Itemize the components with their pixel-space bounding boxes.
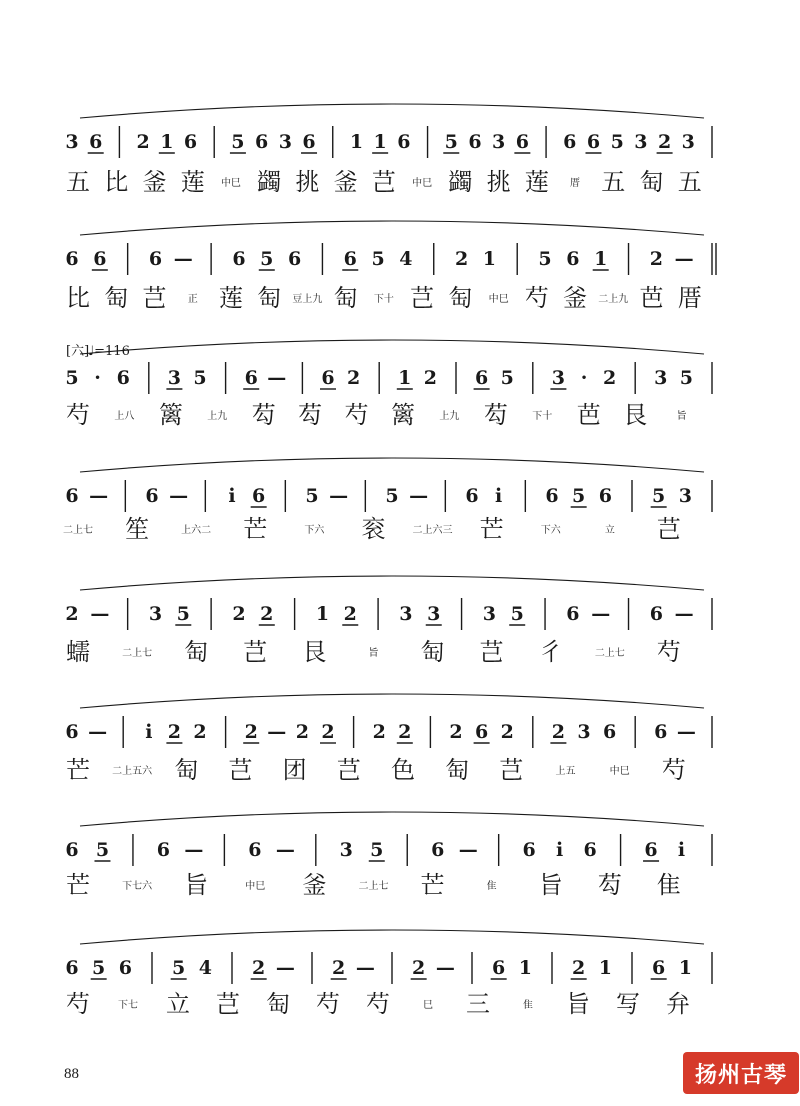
jianpu-note: 5 [92, 957, 106, 979]
jianpu-note: — [169, 485, 189, 507]
tablature-char: 莲 [524, 168, 549, 196]
jianpu-note: 6 [244, 367, 258, 389]
tablature-char: 芍 [66, 401, 90, 429]
jianpu-note: 6 [232, 248, 246, 270]
tablature-char: 五 [601, 168, 626, 196]
score-row [65, 694, 712, 784]
jianpu-note: 6 [65, 839, 79, 861]
jianpu-note: 6 [116, 367, 130, 389]
tablature-char: 芑 [216, 990, 240, 1018]
tablature-char: 匋 [639, 168, 664, 196]
jianpu-note: 6 [602, 721, 617, 743]
jianpu-note: 6 [65, 721, 79, 743]
tablature-char: 匋 [174, 756, 199, 784]
jianpu-note: 2 [449, 721, 463, 743]
tablature-char: 匋 [420, 638, 445, 666]
tablature-char: 上八 [114, 411, 135, 422]
tablature-char: 下六 [304, 525, 325, 536]
tablature-char: 比 [104, 168, 129, 196]
tablature-char: 芶 [483, 401, 508, 429]
jianpu-note: 2 [657, 131, 672, 153]
tablature-char: 莲 [218, 284, 243, 312]
tablature-char: 下六 [540, 525, 561, 536]
phrase-slur [80, 930, 704, 944]
tablature-char: 二上七 [63, 525, 93, 536]
tablature-char: 芶 [298, 401, 323, 429]
jianpu-note: 5 [510, 603, 524, 625]
jianpu-note: 3 [278, 131, 292, 153]
jianpu-note: 6 [89, 131, 103, 153]
tablature-char: 下十 [532, 411, 553, 422]
jianpu-note: 6 [248, 839, 262, 861]
jianpu-note: 6 [93, 248, 107, 270]
tablature-char: 上六二 [181, 525, 212, 536]
tablature-char: 芍 [366, 990, 390, 1018]
jianpu-note: 6 [515, 131, 529, 153]
tablature-char: 芍 [661, 756, 686, 784]
tablature-char: 芑 [336, 756, 361, 784]
jianpu-note: — [173, 248, 193, 270]
jianpu-note: 6 [644, 839, 658, 861]
tablature-char: 隹 [486, 881, 497, 892]
jianpu-note: 1 [594, 248, 608, 270]
tablature-char: 下七 [118, 1000, 138, 1011]
jianpu-note: 4 [198, 957, 212, 979]
tablature-char: 匋 [104, 284, 129, 312]
jianpu-note: 6 [118, 957, 132, 979]
section-mark: [六] [66, 344, 90, 359]
tablature-char: 芍 [524, 284, 549, 312]
jianpu-note: — [267, 721, 287, 743]
score-row [65, 221, 716, 312]
jianpu-note: 2 [398, 721, 412, 743]
jianpu-note: 1 [373, 131, 387, 153]
tablature-char: 中巳 [609, 766, 630, 777]
tablature-char: 挑 [486, 168, 511, 196]
tablature-char: 匋 [445, 756, 470, 784]
score-row [65, 812, 712, 899]
score-row [63, 458, 712, 543]
jianpu-note: 1 [482, 248, 497, 270]
jianpu-note: 5 [95, 839, 110, 861]
jianpu-note: — [88, 721, 108, 743]
jianpu-note: 1 [160, 131, 174, 153]
watermark-logo: 扬州古琴 [683, 1052, 799, 1094]
jianpu-note: i [495, 485, 503, 507]
tablature-char: 立 [166, 990, 190, 1018]
tablature-char: 芒 [420, 871, 445, 899]
jianpu-note: — [275, 957, 295, 979]
jianpu-note: 6 [566, 603, 580, 625]
tablature-char: 芍 [656, 638, 681, 666]
jianpu-note: 6 [252, 485, 266, 507]
jianpu-note: 2 [332, 957, 346, 979]
tablature-char: 挑 [295, 168, 320, 196]
tablature-char: 厝 [570, 178, 581, 189]
jianpu-note: 6 [287, 248, 302, 270]
score-row [65, 340, 712, 429]
jianpu-note: 2 [136, 131, 150, 153]
jianpu-note: 5 [385, 485, 399, 507]
jianpu-note: 6 [652, 957, 666, 979]
jianpu-note: i [145, 721, 153, 743]
tablature-char: 芑 [228, 756, 253, 784]
jianpu-note: 2 [167, 721, 182, 743]
jianpu-note: 6 [156, 839, 171, 861]
jianpu-note: — [275, 839, 295, 861]
tempo-marking: ♩=116 [88, 344, 130, 359]
tablature-char: 团 [282, 756, 307, 784]
tablature-char: 釜 [563, 284, 588, 312]
jianpu-note: 2 [649, 248, 663, 270]
jianpu-note: — [458, 839, 478, 861]
jianpu-note: 5 [610, 131, 624, 153]
jianpu-note: 1 [598, 957, 612, 979]
tablature-char: 芑 [142, 284, 167, 312]
jianpu-note: 1 [398, 367, 412, 389]
jianpu-note: 6 [65, 485, 79, 507]
tablature-char: 芒 [66, 871, 90, 899]
jianpu-note: 2 [244, 721, 258, 743]
jianpu-note: 5 [500, 367, 514, 389]
jianpu-note: 1 [678, 957, 692, 979]
tablature-char: 釜 [302, 871, 327, 899]
tablature-char: 上九 [439, 411, 460, 422]
tablature-char: 芒 [479, 515, 504, 543]
tablature-char: 旨 [368, 648, 379, 659]
jianpu-note: i [677, 839, 686, 861]
jianpu-note: 5 [370, 839, 384, 861]
jianpu-note: 6 [583, 839, 597, 861]
tablature-char: 豆上九 [292, 294, 323, 305]
jianpu-note: 3 [577, 721, 591, 743]
tablature-char: 正 [187, 294, 198, 305]
tablature-char: 立 [604, 525, 615, 536]
phrase-slur [80, 812, 704, 826]
tablature-char: 蠲 [448, 168, 473, 196]
jianpu-note: 3 [681, 131, 695, 153]
tablature-char: 五 [66, 168, 90, 196]
jianpu-note: 6 [148, 248, 163, 270]
jianpu-note: — [184, 839, 204, 861]
phrase-slur [80, 340, 704, 354]
jianpu-note: 2 [500, 721, 514, 743]
tablature-char: 芭 [639, 284, 664, 312]
tablature-char: 巳 [423, 1000, 433, 1011]
tablature-char: 芍 [66, 990, 90, 1018]
tablature-char: 旨 [184, 871, 209, 899]
jianpu-note: 6 [522, 839, 536, 861]
jianpu-note: 6 [545, 485, 559, 507]
tablature-char: 二上七 [594, 648, 625, 659]
jianpu-note: 1 [349, 131, 364, 153]
tablature-char: 旨 [676, 411, 687, 422]
jianpu-note: 5 [260, 248, 274, 270]
jianpu-note: — [674, 248, 694, 270]
tablature-char: 中巳 [488, 294, 509, 305]
jianpu-note: 3 [654, 367, 668, 389]
jianpu-note: 3 [678, 485, 692, 507]
tablature-char: 蠲 [257, 168, 282, 196]
jianpu-note: 4 [399, 248, 413, 270]
jianpu-note: 3 [482, 603, 497, 625]
tablature-char: 匋 [333, 284, 358, 312]
tablature-char: 莲 [180, 168, 205, 196]
tablature-char: 中巳 [245, 881, 266, 892]
jianpu-note: 2 [372, 721, 386, 743]
jianpu-note: — [355, 957, 375, 979]
tablature-char: 篱 [391, 401, 415, 429]
tablature-char: 釜 [333, 168, 358, 196]
jianpu-note: 2 [193, 721, 207, 743]
tablature-char: 上九 [207, 411, 228, 422]
tablature-char: 二上七 [122, 648, 153, 659]
jianpu-note: 5 [538, 248, 552, 270]
jianpu-note: — [409, 485, 429, 507]
tablature-char: 芑 [479, 638, 504, 666]
tablature-char: 芑 [243, 638, 268, 666]
jianpu-note: — [674, 603, 694, 625]
tablature-char: 厝 [677, 284, 702, 312]
jianpu-note: 3 [399, 603, 413, 625]
jianpu-note: — [329, 485, 349, 507]
tablature-char: 二上九 [598, 294, 629, 305]
jianpu-note: 6 [65, 957, 79, 979]
jianpu-note: 5 [172, 957, 186, 979]
tablature-char: 三 [466, 990, 490, 1018]
tablature-char: 下十 [373, 294, 394, 305]
jianpu-note: 2 [423, 367, 438, 389]
tablature-char: 五 [677, 168, 702, 196]
phrase-slur [80, 104, 704, 118]
jianpu-note: 2 [343, 603, 357, 625]
jianpu-note: 6 [255, 131, 269, 153]
tablature-char: 上五 [555, 766, 576, 777]
jianpu-note: — [591, 603, 611, 625]
jianpu-note: 2 [321, 721, 335, 743]
score-row [65, 576, 712, 666]
phrase-slur [80, 458, 704, 472]
tablature-char: 蠕 [66, 638, 90, 666]
tablature-char: 二上六三 [412, 525, 453, 536]
jianpu-note: 5 [65, 367, 79, 389]
jianpu-note: 6 [397, 131, 411, 153]
jianpu-note: 5 [679, 367, 694, 389]
jianpu-note: 6 [465, 485, 479, 507]
tablature-char: 芶 [597, 871, 622, 899]
jianpu-note: 2 [260, 603, 274, 625]
jianpu-note: 6 [586, 131, 601, 153]
jianpu-note: 6 [343, 248, 357, 270]
tablature-char: 篱 [158, 401, 183, 429]
jianpu-note: 3 [148, 603, 163, 625]
jianpu-note: 2 [412, 957, 426, 979]
tablature-char: 笙 [125, 515, 150, 543]
jianpu-note: i [228, 485, 236, 507]
jianpu-note: — [89, 485, 109, 507]
tablature-char: 衮 [361, 515, 386, 543]
tablature-char: 弁 [666, 990, 690, 1018]
jianpu-note: i [556, 839, 564, 861]
tablature-char: 艮 [623, 401, 648, 429]
jianpu-note: 6 [654, 721, 668, 743]
jianpu-note: 1 [315, 603, 330, 625]
jianpu-note: 6 [474, 721, 489, 743]
jianpu-note: 6 [492, 957, 506, 979]
jianpu-note: 6 [598, 485, 612, 507]
tablature-char: 匋 [448, 284, 473, 312]
jianpu-note: 5 [305, 485, 319, 507]
jianpu-note: · [94, 367, 101, 389]
tablature-char: 隹 [656, 871, 681, 899]
jianpu-note: 6 [649, 603, 663, 625]
jianpu-note: 2 [551, 721, 566, 743]
jianpu-note: 5 [652, 485, 666, 507]
jianpu-note: 3 [167, 367, 182, 389]
tablature-char: 匋 [266, 990, 290, 1018]
jianpu-note: 3 [65, 131, 79, 153]
tablature-char: 色 [391, 756, 415, 784]
tablature-char: 釜 [142, 168, 167, 196]
jianpu-note: 6 [468, 131, 482, 153]
jianpu-note: 6 [302, 131, 316, 153]
tablature-char: 彳 [538, 638, 563, 666]
score-row [65, 930, 712, 1018]
jianpu-note: 6 [566, 248, 580, 270]
jianpu-note: 1 [518, 957, 532, 979]
jianpu-note: — [676, 721, 696, 743]
jianpu-note: 2 [232, 603, 246, 625]
jianpu-note: 2 [572, 957, 586, 979]
tablature-char: 二上五六 [112, 766, 153, 777]
jianpu-note: 5 [444, 131, 458, 153]
jianpu-note: 3 [427, 603, 441, 625]
tablature-char: 芒 [66, 756, 90, 784]
jianpu-note: 2 [252, 957, 266, 979]
tablature-char: 艮 [302, 638, 327, 666]
jianpu-note: 6 [183, 131, 198, 153]
tablature-char: 芑 [371, 168, 396, 196]
jianpu-note: 5 [176, 603, 190, 625]
jianpu-note: · [580, 367, 588, 389]
jianpu-note: — [435, 957, 455, 979]
tablature-char: 旨 [538, 871, 563, 899]
jianpu-note: — [90, 603, 110, 625]
phrase-slur [80, 221, 704, 235]
jianpu-note: 5 [371, 248, 385, 270]
phrase-slur [80, 694, 704, 708]
tablature-char: 隹 [523, 1000, 533, 1011]
score-row [65, 104, 712, 196]
tablature-char: 旨 [566, 990, 590, 1018]
jianpu-note: 6 [431, 839, 445, 861]
tablature-char: 芶 [251, 401, 276, 429]
jianpu-note: 6 [145, 485, 159, 507]
tablature-char: 下七六 [122, 881, 153, 892]
tablature-char: 中巳 [412, 178, 433, 189]
jianpu-note: 2 [346, 367, 361, 389]
tablature-char: 中巳 [220, 178, 241, 189]
jianpu-note: 5 [572, 485, 586, 507]
tablature-char: 芑 [410, 284, 435, 312]
jianpu-note: 2 [454, 248, 469, 270]
jianpu-note: 3 [551, 367, 566, 389]
tablature-char: 芒 [243, 515, 268, 543]
score-rows [63, 104, 716, 1018]
jianpu-note: 3 [339, 839, 353, 861]
jianpu-note: 2 [602, 367, 617, 389]
tablature-char: 匋 [257, 284, 282, 312]
tablature-char: 芭 [576, 401, 601, 429]
tablature-char: 比 [66, 284, 90, 312]
page-number: 88 [64, 1066, 79, 1082]
tablature-char: 写 [616, 990, 640, 1018]
jianpu-note: 2 [65, 603, 79, 625]
tablature-char: 芍 [316, 990, 340, 1018]
phrase-slur [80, 576, 704, 590]
tablature-char: 二上七 [358, 881, 389, 892]
jianpu-note: 6 [321, 367, 335, 389]
jianpu-note: 3 [634, 131, 648, 153]
jianpu-note: 5 [193, 367, 207, 389]
tablature-char: 芑 [656, 515, 681, 543]
jianpu-note: 3 [492, 131, 506, 153]
jianpu-note: — [267, 367, 287, 389]
jianpu-note: 6 [474, 367, 489, 389]
jianpu-note: 5 [231, 131, 245, 153]
tablature-char: 匋 [184, 638, 209, 666]
jianpu-note: 6 [65, 248, 79, 270]
jianpu-note: 6 [563, 131, 577, 153]
jianpu-note: 2 [295, 721, 310, 743]
tablature-char: 芍 [344, 401, 369, 429]
tablature-char: 芑 [499, 756, 524, 784]
